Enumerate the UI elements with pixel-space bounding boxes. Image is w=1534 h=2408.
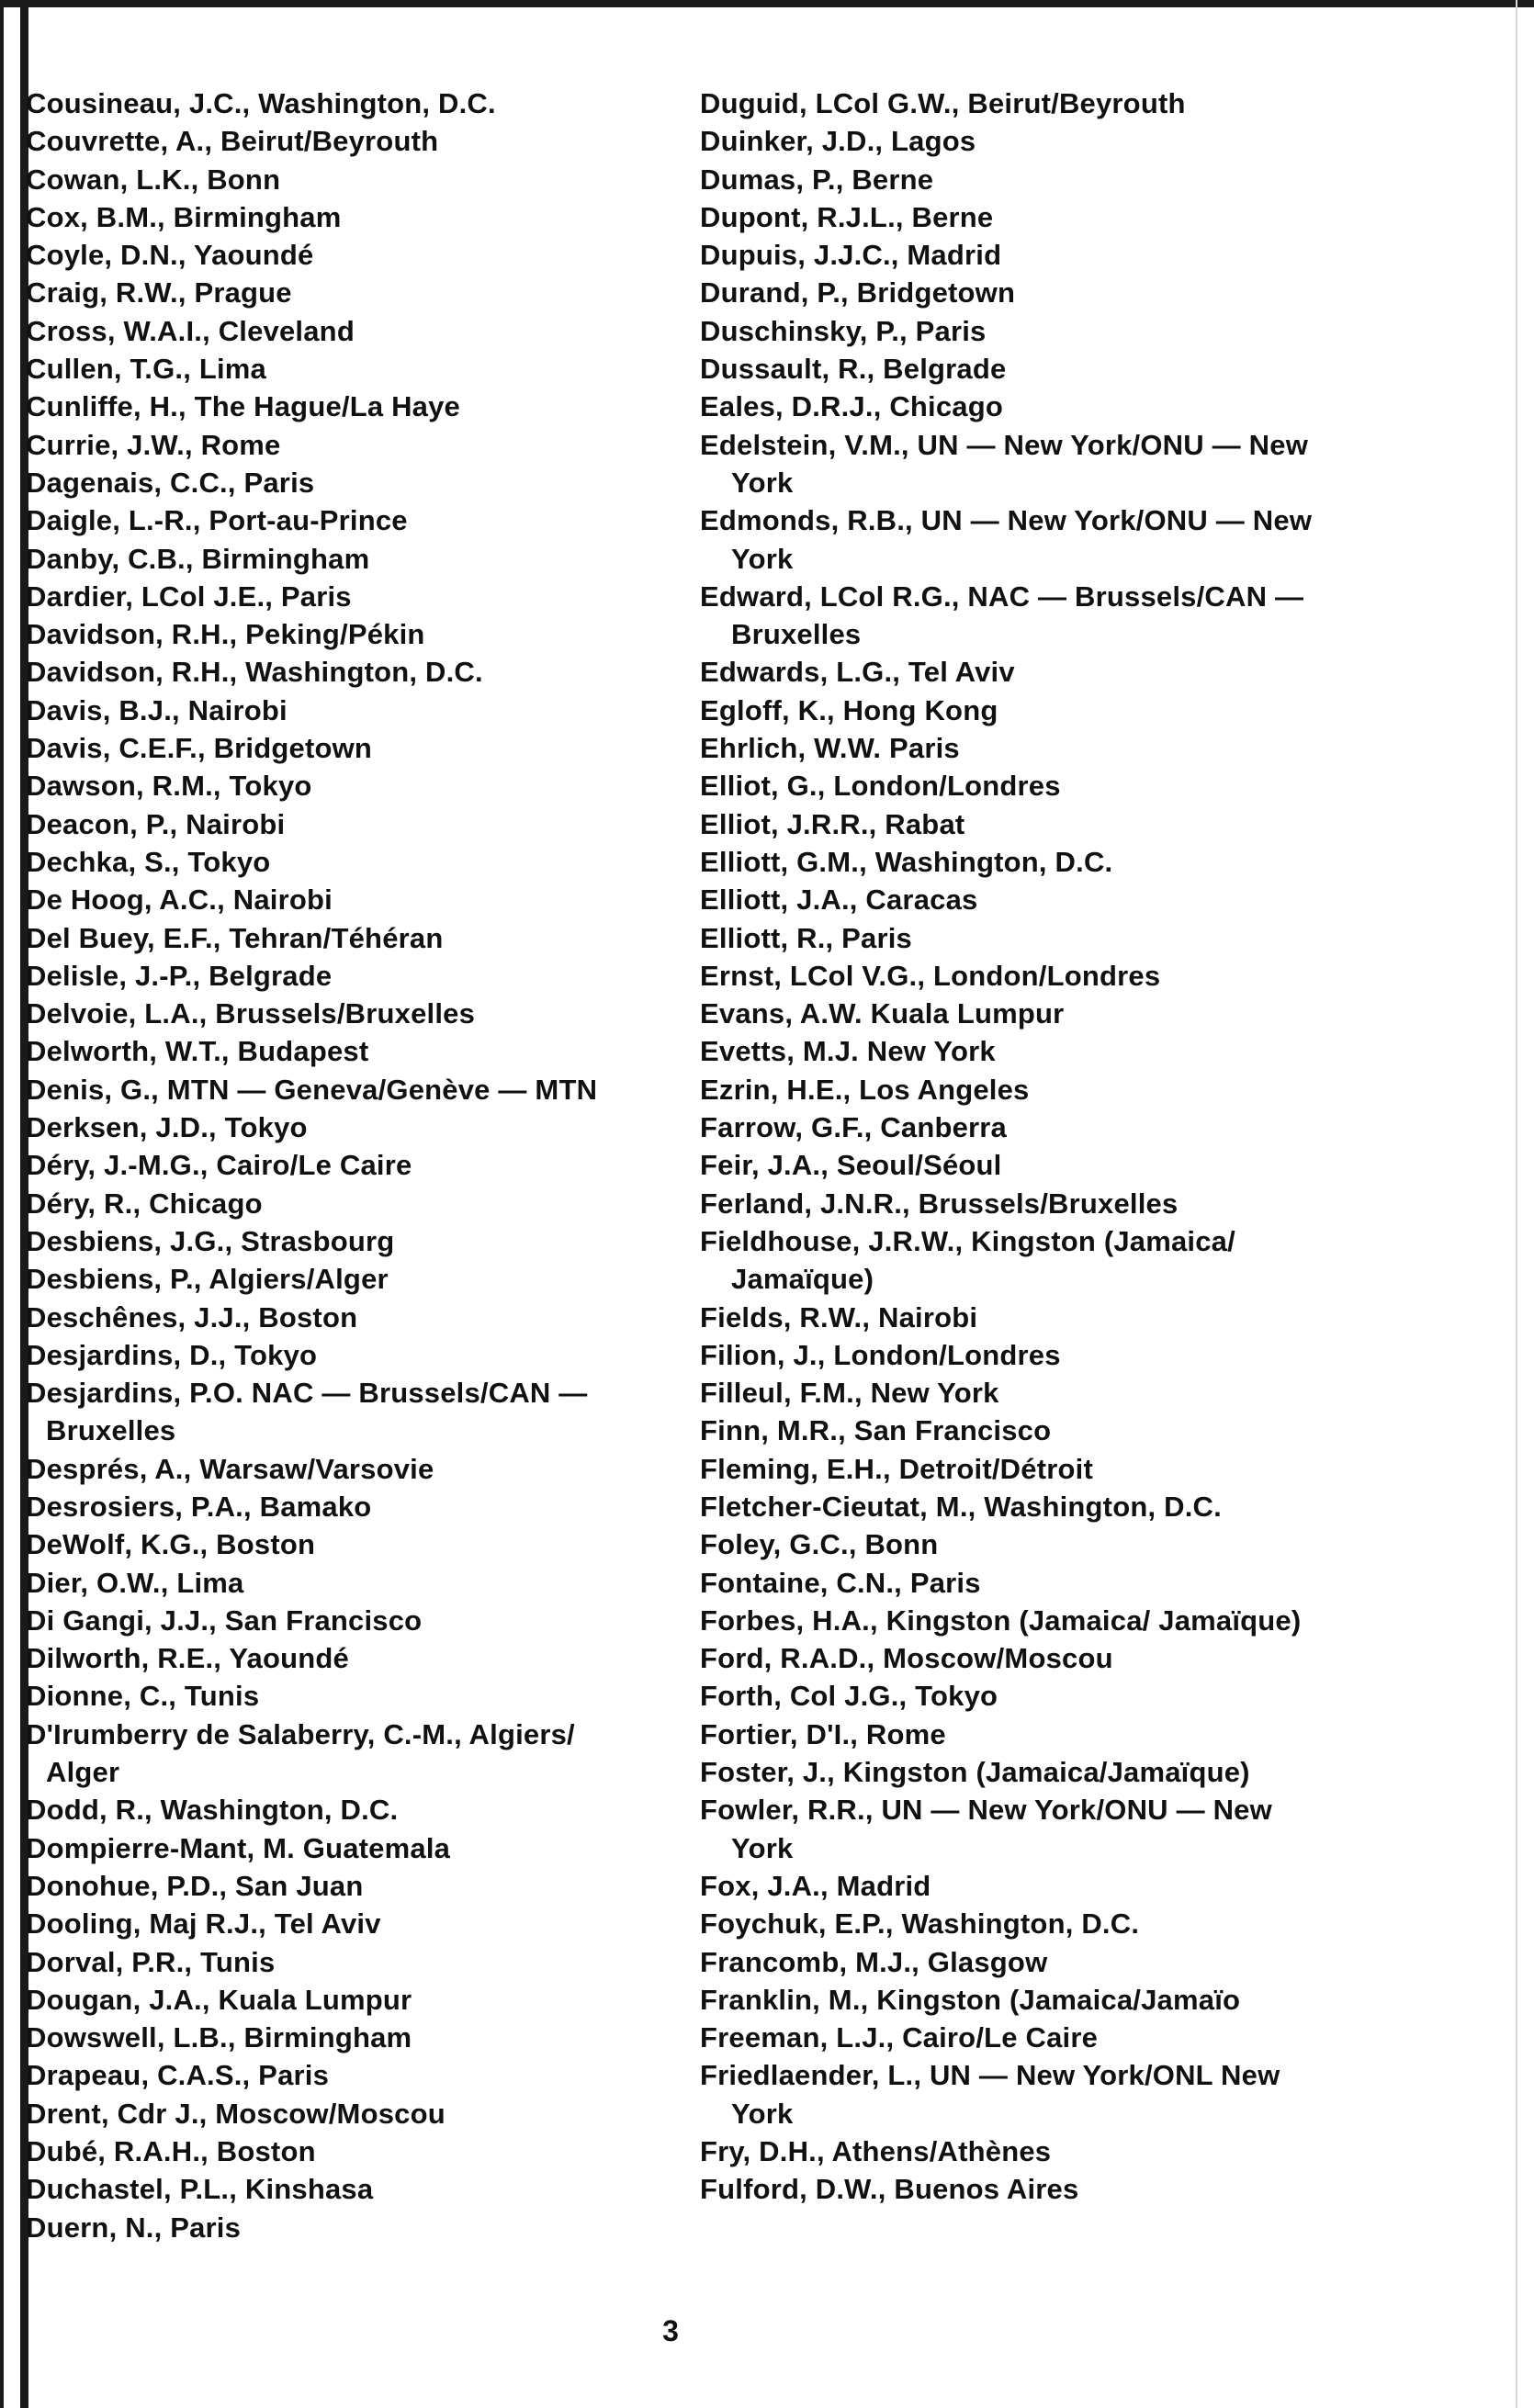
list-item: Ezrin, H.E., Los Angeles — [700, 1073, 1030, 1106]
list-item: Ford, R.A.D., Moscow/Moscou — [700, 1642, 1113, 1675]
list-item: Dilworth, R.E., Yaoundé — [26, 1642, 349, 1675]
list-item-text: Friedlaender, L., UN — New York/ONL New York — [700, 2059, 1280, 2130]
list-item: Dorval, P.R., Tunis — [26, 1945, 276, 1978]
list-item: Delworth, W.T., Budapest — [26, 1035, 369, 1068]
list-item-text: D'Irumberry de Salaberry, C.-M., Algiers/ Alger — [26, 1717, 575, 1789]
list-item: Foley, G.C., Bonn — [700, 1528, 939, 1561]
list-item: Déry, J.-M.G., Cairo/Le Caire — [26, 1149, 412, 1182]
list-item: Currie, J.W., Rome — [26, 428, 281, 461]
list-item: Forth, Col J.G., Tokyo — [700, 1680, 998, 1713]
list-item: Cunliffe, H., The Hague/La Haye — [26, 390, 461, 423]
list-item: Del Buey, E.F., Tehran/Téhéran — [26, 921, 444, 954]
list-item: Drent, Cdr J., Moscow/Moscou — [26, 2097, 446, 2130]
list-item: Duinker, J.D., Lagos — [700, 125, 976, 158]
list-item: Deacon, P., Nairobi — [26, 807, 286, 840]
list-item: Farrow, G.F., Canberra — [700, 1111, 1008, 1144]
list-item: Fortier, D'I., Rome — [700, 1717, 946, 1750]
list-item: Dupont, R.J.L., Berne — [700, 200, 994, 233]
list-item: Dardier, LCol J.E., Paris — [26, 579, 352, 613]
list-item — [700, 501, 1337, 578]
list-item: Elliot, G., London/Londres — [700, 770, 1061, 803]
list-item: Evans, A.W. Kuala Lumpur — [700, 997, 1065, 1030]
list-item: Dowswell, L.B., Birmingham — [26, 2021, 412, 2054]
list-item: Fields, R.W., Nairobi — [700, 1300, 978, 1333]
list-item: Donohue, P.D., San Juan — [26, 1869, 364, 1902]
list-item: Cox, B.M., Birmingham — [26, 200, 342, 233]
list-item: Fletcher-Cieutat, M., Washington, D.C. — [700, 1490, 1222, 1523]
list-item: Fontaine, C.N., Paris — [700, 1566, 981, 1599]
list-item: Finn, M.R., San Francisco — [700, 1414, 1052, 1447]
list-item: Elliott, G.M., Washington, D.C. — [700, 845, 1113, 878]
list-item: Davis, B.J., Nairobi — [26, 693, 288, 726]
list-item: Duchastel, P.L., Kinshasa — [26, 2173, 374, 2206]
list-item: Eales, D.R.J., Chicago — [700, 390, 1004, 423]
list-item: Deschênes, J.J., Boston — [26, 1300, 358, 1333]
list-item: Delvoie, L.A., Brussels/Bruxelles — [26, 997, 476, 1030]
page-left-edge — [0, 0, 4, 2408]
list-item: Dupuis, J.J.C., Madrid — [700, 239, 1002, 272]
list-item: Cullen, T.G., Lima — [26, 353, 266, 386]
list-item: Foster, J., Kingston (Jamaica/Jamaïque) — [700, 1756, 1250, 1789]
page-top-border — [0, 0, 1534, 7]
list-item: DeWolf, K.G., Boston — [26, 1528, 316, 1561]
list-item: Duschinsky, P., Paris — [700, 314, 987, 347]
list-item: Edwards, L.G., Tel Aviv — [700, 656, 1015, 689]
list-item — [700, 578, 1337, 654]
list-item: Ernst, LCol V.G., London/Londres — [700, 959, 1161, 992]
list-item: De Hoog, A.C., Nairobi — [26, 883, 333, 917]
list-item: Dussault, R., Belgrade — [700, 353, 1007, 386]
list-item: Davidson, R.H., Peking/Pékin — [26, 618, 425, 651]
list-item-text: Fieldhouse, J.R.W., Kingston (Jamaica/ Jamaïque) — [700, 1224, 1235, 1296]
list-item: Dougan, J.A., Kuala Lumpur — [26, 1983, 412, 2016]
list-item: Filion, J., London/Londres — [700, 1338, 1061, 1371]
list-item — [700, 1222, 1337, 1299]
list-item: Desbiens, J.G., Strasbourg — [26, 1224, 395, 1257]
list-item: Evetts, M.J. New York — [700, 1035, 996, 1068]
list-item: Dubé, R.A.H., Boston — [26, 2135, 316, 2168]
list-item: Foychuk, E.P., Washington, D.C. — [700, 1907, 1140, 1941]
list-item: Durand, P., Bridgetown — [700, 276, 1016, 309]
list-item — [26, 1374, 634, 1450]
list-item: Fulford, D.W., Buenos Aires — [700, 2173, 1079, 2206]
list-item — [26, 1716, 652, 1792]
list-item: Cross, W.A.I., Cleveland — [26, 314, 355, 347]
list-item: Di Gangi, J.J., San Francisco — [26, 1603, 423, 1637]
list-item: Feir, J.A., Seoul/Séoul — [700, 1149, 1002, 1182]
list-item-text: Desjardins, P.O. NAC — Brussels/CAN — Bruxelles — [26, 1377, 588, 1447]
page-number: 3 — [662, 2314, 679, 2347]
list-item: Francomb, M.J., Glasgow — [700, 1945, 1048, 1978]
right-column — [700, 84, 1343, 2209]
list-item — [700, 1602, 1337, 1639]
list-item: Daigle, L.-R., Port-au-Prince — [26, 504, 408, 537]
list-item: Davis, C.E.F., Bridgetown — [26, 732, 373, 765]
list-item: Ehrlich, W.W. Paris — [700, 732, 960, 765]
list-item: Després, A., Warsaw/Varsovie — [26, 1452, 434, 1485]
list-item: Danby, C.B., Birmingham — [26, 542, 370, 575]
list-item: Fry, D.H., Athens/Athènes — [700, 2135, 1052, 2168]
list-item: Davidson, R.H., Washington, D.C. — [26, 656, 483, 689]
list-item: Desjardins, D., Tokyo — [26, 1338, 318, 1371]
list-item: Craig, R.W., Prague — [26, 276, 292, 309]
list-item: Ferland, J.N.R., Brussels/Bruxelles — [700, 1187, 1179, 1220]
list-item: Elliot, J.R.R., Rabat — [700, 807, 965, 840]
list-item: Couvrette, A., Beirut/Beyrouth — [26, 125, 439, 158]
left-column — [26, 84, 669, 2246]
list-item: Franklin, M., Kingston (Jamaica/Jamaïo — [700, 1983, 1241, 2016]
list-item-text: Edmonds, R.B., UN — New York/ONU — New York — [700, 504, 1313, 575]
list-item-text: Forbes, H.A., Kingston (Jamaica/ Jamaïque) — [700, 1603, 1302, 1637]
list-item: Filleul, F.M., New York — [700, 1377, 999, 1410]
list-item: Desrosiers, P.A., Bamako — [26, 1490, 372, 1523]
list-item: Fleming, E.H., Detroit/Détroit — [700, 1452, 1093, 1485]
list-item: Drapeau, C.A.S., Paris — [26, 2059, 330, 2092]
list-item: Derksen, J.D., Tokyo — [26, 1111, 308, 1144]
page-right-edge — [1516, 0, 1517, 2408]
list-item: Elliott, R., Paris — [700, 921, 912, 954]
list-item — [700, 1791, 1337, 1867]
list-item-text: Fowler, R.R., UN — New York/ONU — New York — [700, 1794, 1272, 1864]
list-item: Dompierre-Mant, M. Guatemala — [26, 1831, 451, 1864]
list-item: Déry, R., Chicago — [26, 1187, 263, 1220]
list-item-text: Edward, LCol R.G., NAC — Brussels/CAN — Bruxelles — [700, 579, 1304, 651]
list-item: Dier, O.W., Lima — [26, 1566, 244, 1599]
list-item: Egloff, K., Hong Kong — [700, 693, 998, 726]
list-item: Dooling, Maj R.J., Tel Aviv — [26, 1907, 381, 1941]
list-item: Dumas, P., Berne — [700, 163, 934, 196]
list-item-text: Edelstein, V.M., UN — New York/ONU — New York — [700, 428, 1309, 499]
list-item: Duern, N., Paris — [26, 2211, 242, 2244]
list-item: Denis, G., MTN — Geneva/Genève — MTN — [26, 1073, 598, 1106]
list-item: Dionne, C., Tunis — [26, 1680, 260, 1713]
list-item: Cowan, L.K., Bonn — [26, 163, 281, 196]
list-item: Duguid, LCol G.W., Beirut/Beyrouth — [700, 87, 1186, 119]
list-item: Cousineau, J.C., Washington, D.C. — [26, 87, 496, 119]
list-item: Desbiens, P., Algiers/Alger — [26, 1263, 389, 1296]
list-item — [700, 2056, 1337, 2132]
list-item: Fox, J.A., Madrid — [700, 1869, 931, 1902]
list-item: Dechka, S., Tokyo — [26, 845, 271, 878]
list-item: Coyle, D.N., Yaoundé — [26, 239, 314, 272]
list-item: Dodd, R., Washington, D.C. — [26, 1794, 399, 1827]
list-item: Delisle, J.-P., Belgrade — [26, 959, 333, 992]
list-item: Elliott, J.A., Caracas — [700, 883, 978, 917]
list-item: Dagenais, C.C., Paris — [26, 466, 315, 499]
list-item: Freeman, L.J., Cairo/Le Caire — [700, 2021, 1099, 2054]
list-item: Dawson, R.M., Tokyo — [26, 770, 312, 803]
list-item — [700, 426, 1337, 502]
